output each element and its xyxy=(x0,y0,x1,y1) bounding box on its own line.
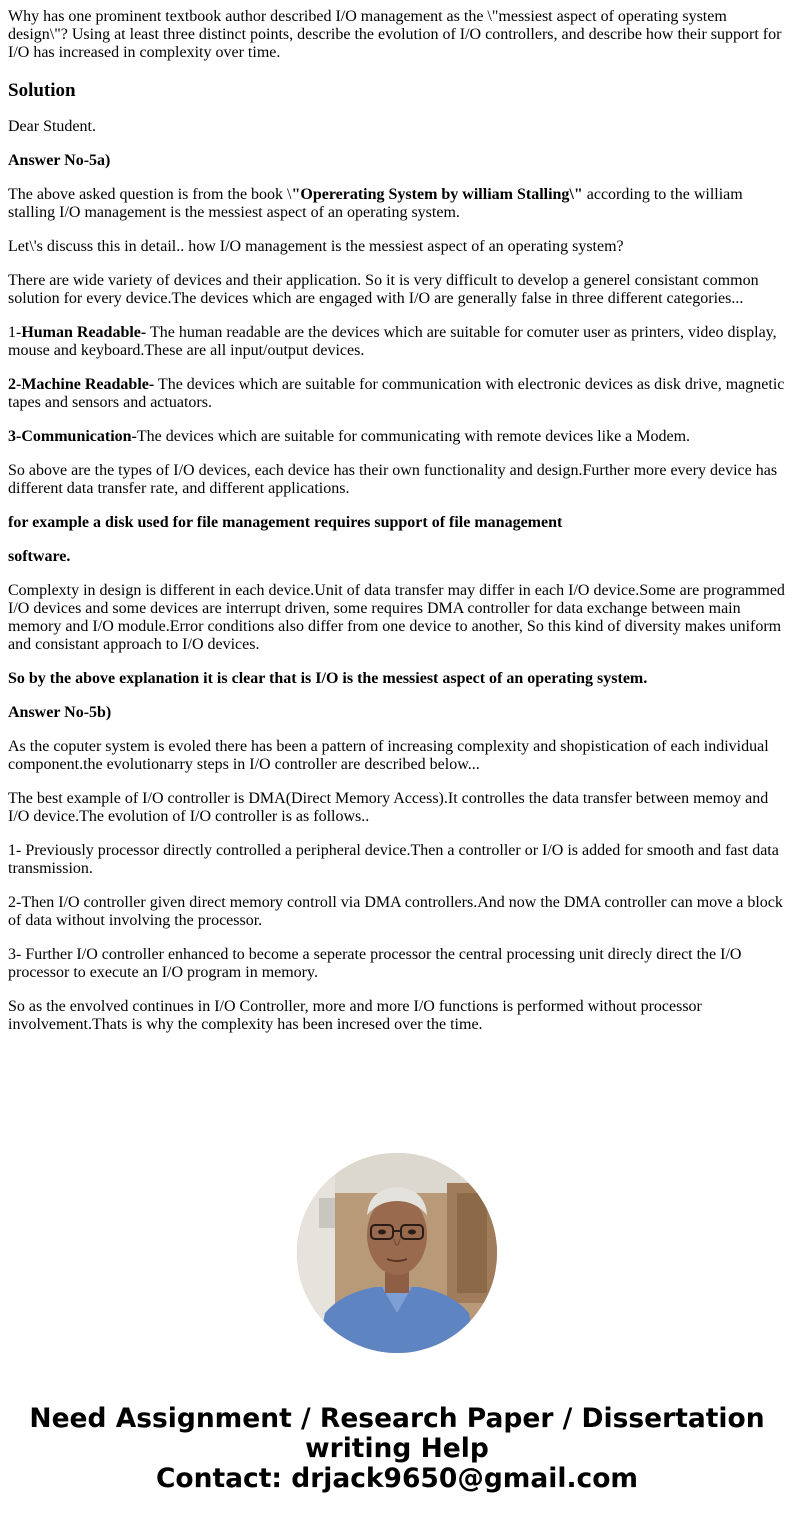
answer-b-step3: 3- Further I/O controller enhanced to become a seperate processor the central processing unit direcly direct the I/O processor to execute an I/O program in memory. xyxy=(8,946,742,981)
answer-a-heading: Answer No-5a) xyxy=(8,152,111,169)
answer-a-intro: The above asked question is from the book \"Opererating System by william Stalling\" according to the william stalling I/O management is the messiest aspect of an operating system. xyxy=(8,186,743,221)
answer-b-step1: 1- Previously processor directly controlled a peripheral device.Then a controller or I/O is added for smooth and fast data transmission. xyxy=(8,842,779,877)
category-machine-readable: 2-Machine Readable- The devices which are suitable for communication with electronic devices as disk drive, magnetic tapes and sensors and actuators. xyxy=(8,376,785,411)
answer-b-intro: As the coputer system is evoled there has been a pattern of increasing complexity and shopistication of each individual component.the evolutionarry steps in I/O controller are described below... xyxy=(8,738,769,773)
answer-a-example-line1: for example a disk used for file management requires support of file management xyxy=(8,514,563,531)
answer-a-types: So above are the types of I/O devices, each device has their own functionality and design.Further more every device has different data transfer rate, and different applications. xyxy=(8,462,778,497)
answer-b-heading: Answer No-5b) xyxy=(8,704,112,721)
solution-document xyxy=(8,8,786,1050)
promo-contact: Contact: drjack9650@gmail.com xyxy=(155,1463,639,1494)
promo-line2: writing Help xyxy=(305,1433,489,1464)
answer-b-step2: 2-Then I/O controller given direct memory controll via DMA controllers.And now the DMA controller can move a block of data without involving the processor. xyxy=(8,894,783,929)
category-human-readable: 1-Human Readable- The human readable are the devices which are suitable for comuter user as printers, video display, mouse and keyboard.These are all input/output devices. xyxy=(8,324,777,359)
avatar-portrait xyxy=(297,1153,497,1353)
promo-line1: Need Assignment / Research Paper / Dissertation xyxy=(29,1403,765,1434)
book-title: "Opererating System by william Stalling\" xyxy=(291,186,583,203)
answer-b-closing: So as the envolved continues in I/O Controller, more and more I/O functions is performed without processor involvement.Thats is why the complexity has been incresed over the time. xyxy=(8,998,702,1033)
answer-b-dma: The best example of I/O controller is DMA(Direct Memory Access).It controlles the data transfer between memoy and I/O device.The evolution of I/O controller is as follows.. xyxy=(8,790,769,825)
answer-a-conclusion: So by the above explanation it is clear that is I/O is the messiest aspect of an operating system. xyxy=(8,670,648,687)
category-communication: 3-Communication-The devices which are suitable for communicating with remote devices like a Modem. xyxy=(8,428,691,445)
greeting: Dear Student. xyxy=(8,118,96,135)
author-avatar xyxy=(297,1153,497,1353)
answer-a-variety: There are wide variety of devices and their application. So it is very difficult to develop a generel consistant common solution for every device.The devices which are engaged with I/O are generally false in three different categories... xyxy=(8,272,759,307)
answer-a-discuss: Let\'s discuss this in detail.. how I/O management is the messiest aspect of an operating system? xyxy=(8,238,624,255)
promo-banner xyxy=(0,1404,794,1494)
answer-a-example-line2: software. xyxy=(8,548,71,565)
solution-heading: Solution xyxy=(8,80,76,101)
question-text: Why has one prominent textbook author described I/O management as the \"messiest aspect of operating system design\"? Using at least three distinct points, describe the evolution of I/O controllers, and describe how their support for I/O has increased in complexity over time. xyxy=(8,8,782,61)
answer-a-complexity: Complexty in design is different in each device.Unit of data transfer may differ in each I/O device.Some are programmed I/O devices and some devices are interrupt driven, some requires DMA controller for data exchange between main memory and I/O module.Error conditions also differ from one device to another, So this kind of diversity makes uniform and consistant approach to I/O devices. xyxy=(8,582,785,653)
